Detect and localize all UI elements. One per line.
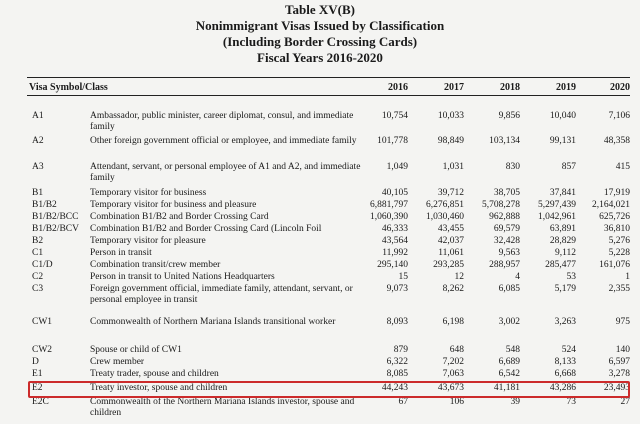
count-cell-2018: 4 <box>515 272 520 282</box>
count-cell-2018: 39 <box>510 397 520 407</box>
count-cell-2019: 99,131 <box>549 136 576 146</box>
count-cell-2018: 830 <box>505 162 520 172</box>
table-number: Table XV(B) <box>285 2 355 17</box>
count-cell-2017: 43,673 <box>437 383 464 393</box>
count-cell-2017: 12 <box>454 272 464 282</box>
visa-class-description: Person in transit <box>90 248 152 258</box>
count-cell-2017: 7,202 <box>442 357 464 367</box>
count-cell-2019: 5,297,439 <box>538 200 576 210</box>
count-cell-2020: 36,810 <box>603 224 630 234</box>
column-header-2017: 2017 <box>444 82 464 93</box>
count-cell-2017: 10,033 <box>437 111 464 121</box>
count-cell-2016: 1,049 <box>386 162 408 172</box>
count-cell-2019: 857 <box>561 162 576 172</box>
count-cell-2019: 63,891 <box>549 224 576 234</box>
count-cell-2020: 2,164,021 <box>592 200 630 210</box>
column-header-2018: 2018 <box>500 82 520 93</box>
visa-class-description: Crew member <box>90 357 145 367</box>
count-cell-2016: 6,881,797 <box>370 200 408 210</box>
count-cell-2017: 1,031 <box>442 162 464 172</box>
count-cell-2018: 6,542 <box>498 369 520 379</box>
count-cell-2019: 8,133 <box>554 357 576 367</box>
count-cell-2018: 962,888 <box>489 212 520 222</box>
count-cell-2017: 39,712 <box>437 188 464 198</box>
visa-symbol-cell: A2 <box>32 136 44 146</box>
count-cell-2019: 28,829 <box>549 236 576 246</box>
count-cell-2017: 8,262 <box>442 284 464 294</box>
visa-symbol-cell: C1/D <box>32 260 53 270</box>
count-cell-2016: 9,073 <box>386 284 408 294</box>
visa-class-description: Commonwealth of Northern Mariana Islands transitional worker <box>90 317 336 327</box>
count-cell-2020: 2,355 <box>608 284 630 294</box>
count-cell-2020: 27 <box>620 397 630 407</box>
visa-symbol-cell: C1 <box>32 248 44 258</box>
visa-class-description: Combination transit/crew member <box>90 260 221 270</box>
visa-class-description: Foreign government official, immediate family, attendant, servant, or personal employee in transit <box>90 284 353 305</box>
column-header-2020: 2020 <box>610 82 630 93</box>
visa-class-description: Treaty investor, spouse and children <box>90 383 228 393</box>
table-subtitle: (Including Border Crossing Cards) <box>222 34 418 49</box>
visa-symbol-cell: CW2 <box>32 345 53 355</box>
count-cell-2016: 15 <box>398 272 408 282</box>
count-cell-2020: 3,278 <box>608 369 630 379</box>
count-cell-2020: 48,358 <box>603 136 630 146</box>
count-cell-2017: 98,849 <box>437 136 464 146</box>
count-cell-2017: 11,061 <box>438 248 464 258</box>
visa-symbol-cell: CW1 <box>32 317 53 327</box>
count-cell-2018: 6,085 <box>498 284 520 294</box>
count-cell-2016: 43,564 <box>381 236 408 246</box>
count-cell-2018: 3,002 <box>498 317 520 327</box>
visa-symbol-cell: B2 <box>32 236 44 246</box>
count-cell-2016: 46,333 <box>381 224 408 234</box>
count-cell-2017: 106 <box>449 397 464 407</box>
count-cell-2016: 101,778 <box>377 136 408 146</box>
count-cell-2020: 161,076 <box>599 260 630 270</box>
visa-symbol-cell: C3 <box>32 284 44 294</box>
count-cell-2017: 7,063 <box>442 369 464 379</box>
count-cell-2018: 6,689 <box>498 357 520 367</box>
visa-symbol-cell: B1/B2/BCC <box>32 212 79 222</box>
visa-symbol-cell: B1/B2/BCV <box>32 224 79 234</box>
count-cell-2016: 295,140 <box>377 260 408 270</box>
count-cell-2018: 32,428 <box>493 236 520 246</box>
count-cell-2020: 975 <box>615 317 630 327</box>
count-cell-2017: 42,037 <box>437 236 464 246</box>
visa-symbol-cell: B1 <box>32 188 44 198</box>
visa-symbol-cell: E2 <box>32 383 43 393</box>
visa-class-description: Commonwealth of the Northern Mariana Islands investor, spouse and children <box>90 397 355 418</box>
column-header-2016: 2016 <box>388 82 408 93</box>
e2-row-highlight <box>28 381 630 398</box>
count-cell-2017: 648 <box>449 345 464 355</box>
count-cell-2019: 524 <box>561 345 576 355</box>
count-cell-2018: 9,563 <box>498 248 520 258</box>
table-title-block <box>0 2 640 66</box>
visa-symbol-cell: D <box>32 357 39 367</box>
header-top-rule <box>27 77 630 78</box>
count-cell-2020: 415 <box>615 162 630 172</box>
count-cell-2020: 625,726 <box>599 212 630 222</box>
visa-class-description: Ambassador, public minister, career diplomat, consul, and immediate family <box>90 111 354 132</box>
count-cell-2020: 23,493 <box>603 383 630 393</box>
visa-symbol-cell: A1 <box>32 111 44 121</box>
visa-symbol-cell: B1/B2 <box>32 200 57 210</box>
visa-symbol-cell: E2C <box>32 397 49 407</box>
visa-class-description: Treaty trader, spouse and children <box>90 369 219 379</box>
count-cell-2016: 44,243 <box>381 383 408 393</box>
count-cell-2019: 53 <box>566 272 576 282</box>
count-cell-2018: 103,134 <box>489 136 520 146</box>
count-cell-2020: 5,276 <box>608 236 630 246</box>
count-cell-2017: 1,030,460 <box>426 212 464 222</box>
count-cell-2016: 67 <box>398 397 408 407</box>
count-cell-2018: 5,708,278 <box>482 200 520 210</box>
count-cell-2019: 37,841 <box>549 188 576 198</box>
count-cell-2018: 69,579 <box>493 224 520 234</box>
count-cell-2016: 8,093 <box>386 317 408 327</box>
visa-class-description: Temporary visitor for business <box>90 188 207 198</box>
count-cell-2019: 43,286 <box>549 383 576 393</box>
header-bottom-rule <box>27 95 630 96</box>
visa-class-description: Attendant, servant, or personal employee of A1 and A2, and immediate family <box>90 162 361 183</box>
count-cell-2020: 17,919 <box>603 188 630 198</box>
count-cell-2016: 10,754 <box>381 111 408 121</box>
count-cell-2019: 10,040 <box>549 111 576 121</box>
visa-symbol-cell: A3 <box>32 162 44 172</box>
count-cell-2016: 11,992 <box>382 248 408 258</box>
visa-class-description: Other foreign government official or employee, and immediate family <box>90 136 357 146</box>
count-cell-2016: 40,105 <box>381 188 408 198</box>
count-cell-2016: 1,060,390 <box>370 212 408 222</box>
count-cell-2019: 285,477 <box>545 260 576 270</box>
count-cell-2016: 8,085 <box>386 369 408 379</box>
visa-symbol-cell: C2 <box>32 272 44 282</box>
count-cell-2019: 9,112 <box>554 248 576 258</box>
count-cell-2019: 6,668 <box>554 369 576 379</box>
count-cell-2016: 879 <box>393 345 408 355</box>
column-header-2019: 2019 <box>556 82 576 93</box>
count-cell-2017: 293,285 <box>433 260 464 270</box>
count-cell-2017: 43,455 <box>437 224 464 234</box>
visa-class-description: Combination B1/B2 and Border Crossing Card (Lincoln Foil <box>90 224 322 234</box>
count-cell-2016: 6,322 <box>386 357 408 367</box>
count-cell-2019: 1,042,961 <box>538 212 576 222</box>
visa-class-description: Temporary visitor for pleasure <box>90 236 206 246</box>
visa-symbol-cell: E1 <box>32 369 43 379</box>
count-cell-2019: 3,263 <box>554 317 576 327</box>
count-cell-2017: 6,198 <box>442 317 464 327</box>
visa-class-description: Combination B1/B2 and Border Crossing Card <box>90 212 269 222</box>
count-cell-2018: 38,705 <box>493 188 520 198</box>
count-cell-2018: 41,181 <box>493 383 520 393</box>
count-cell-2020: 140 <box>615 345 630 355</box>
count-cell-2020: 6,597 <box>608 357 630 367</box>
table-title: Nonimmigrant Visas Issued by Classification <box>195 18 445 33</box>
count-cell-2017: 6,276,851 <box>426 200 464 210</box>
visa-class-description: Temporary visitor for business and pleasure <box>90 200 257 210</box>
count-cell-2019: 5,179 <box>554 284 576 294</box>
count-cell-2018: 9,856 <box>498 111 520 121</box>
count-cell-2018: 548 <box>505 345 520 355</box>
fiscal-years: Fiscal Years 2016-2020 <box>257 50 383 65</box>
visa-class-description: Spouse or child of CW1 <box>90 345 182 355</box>
count-cell-2019: 73 <box>566 397 576 407</box>
visa-class-description: Person in transit to United Nations Headquarters <box>90 272 275 282</box>
column-header-class: Visa Symbol/Class <box>29 82 108 93</box>
count-cell-2020: 7,106 <box>608 111 630 121</box>
count-cell-2018: 288,957 <box>489 260 520 270</box>
count-cell-2020: 1 <box>625 272 630 282</box>
count-cell-2020: 5,228 <box>608 248 630 258</box>
